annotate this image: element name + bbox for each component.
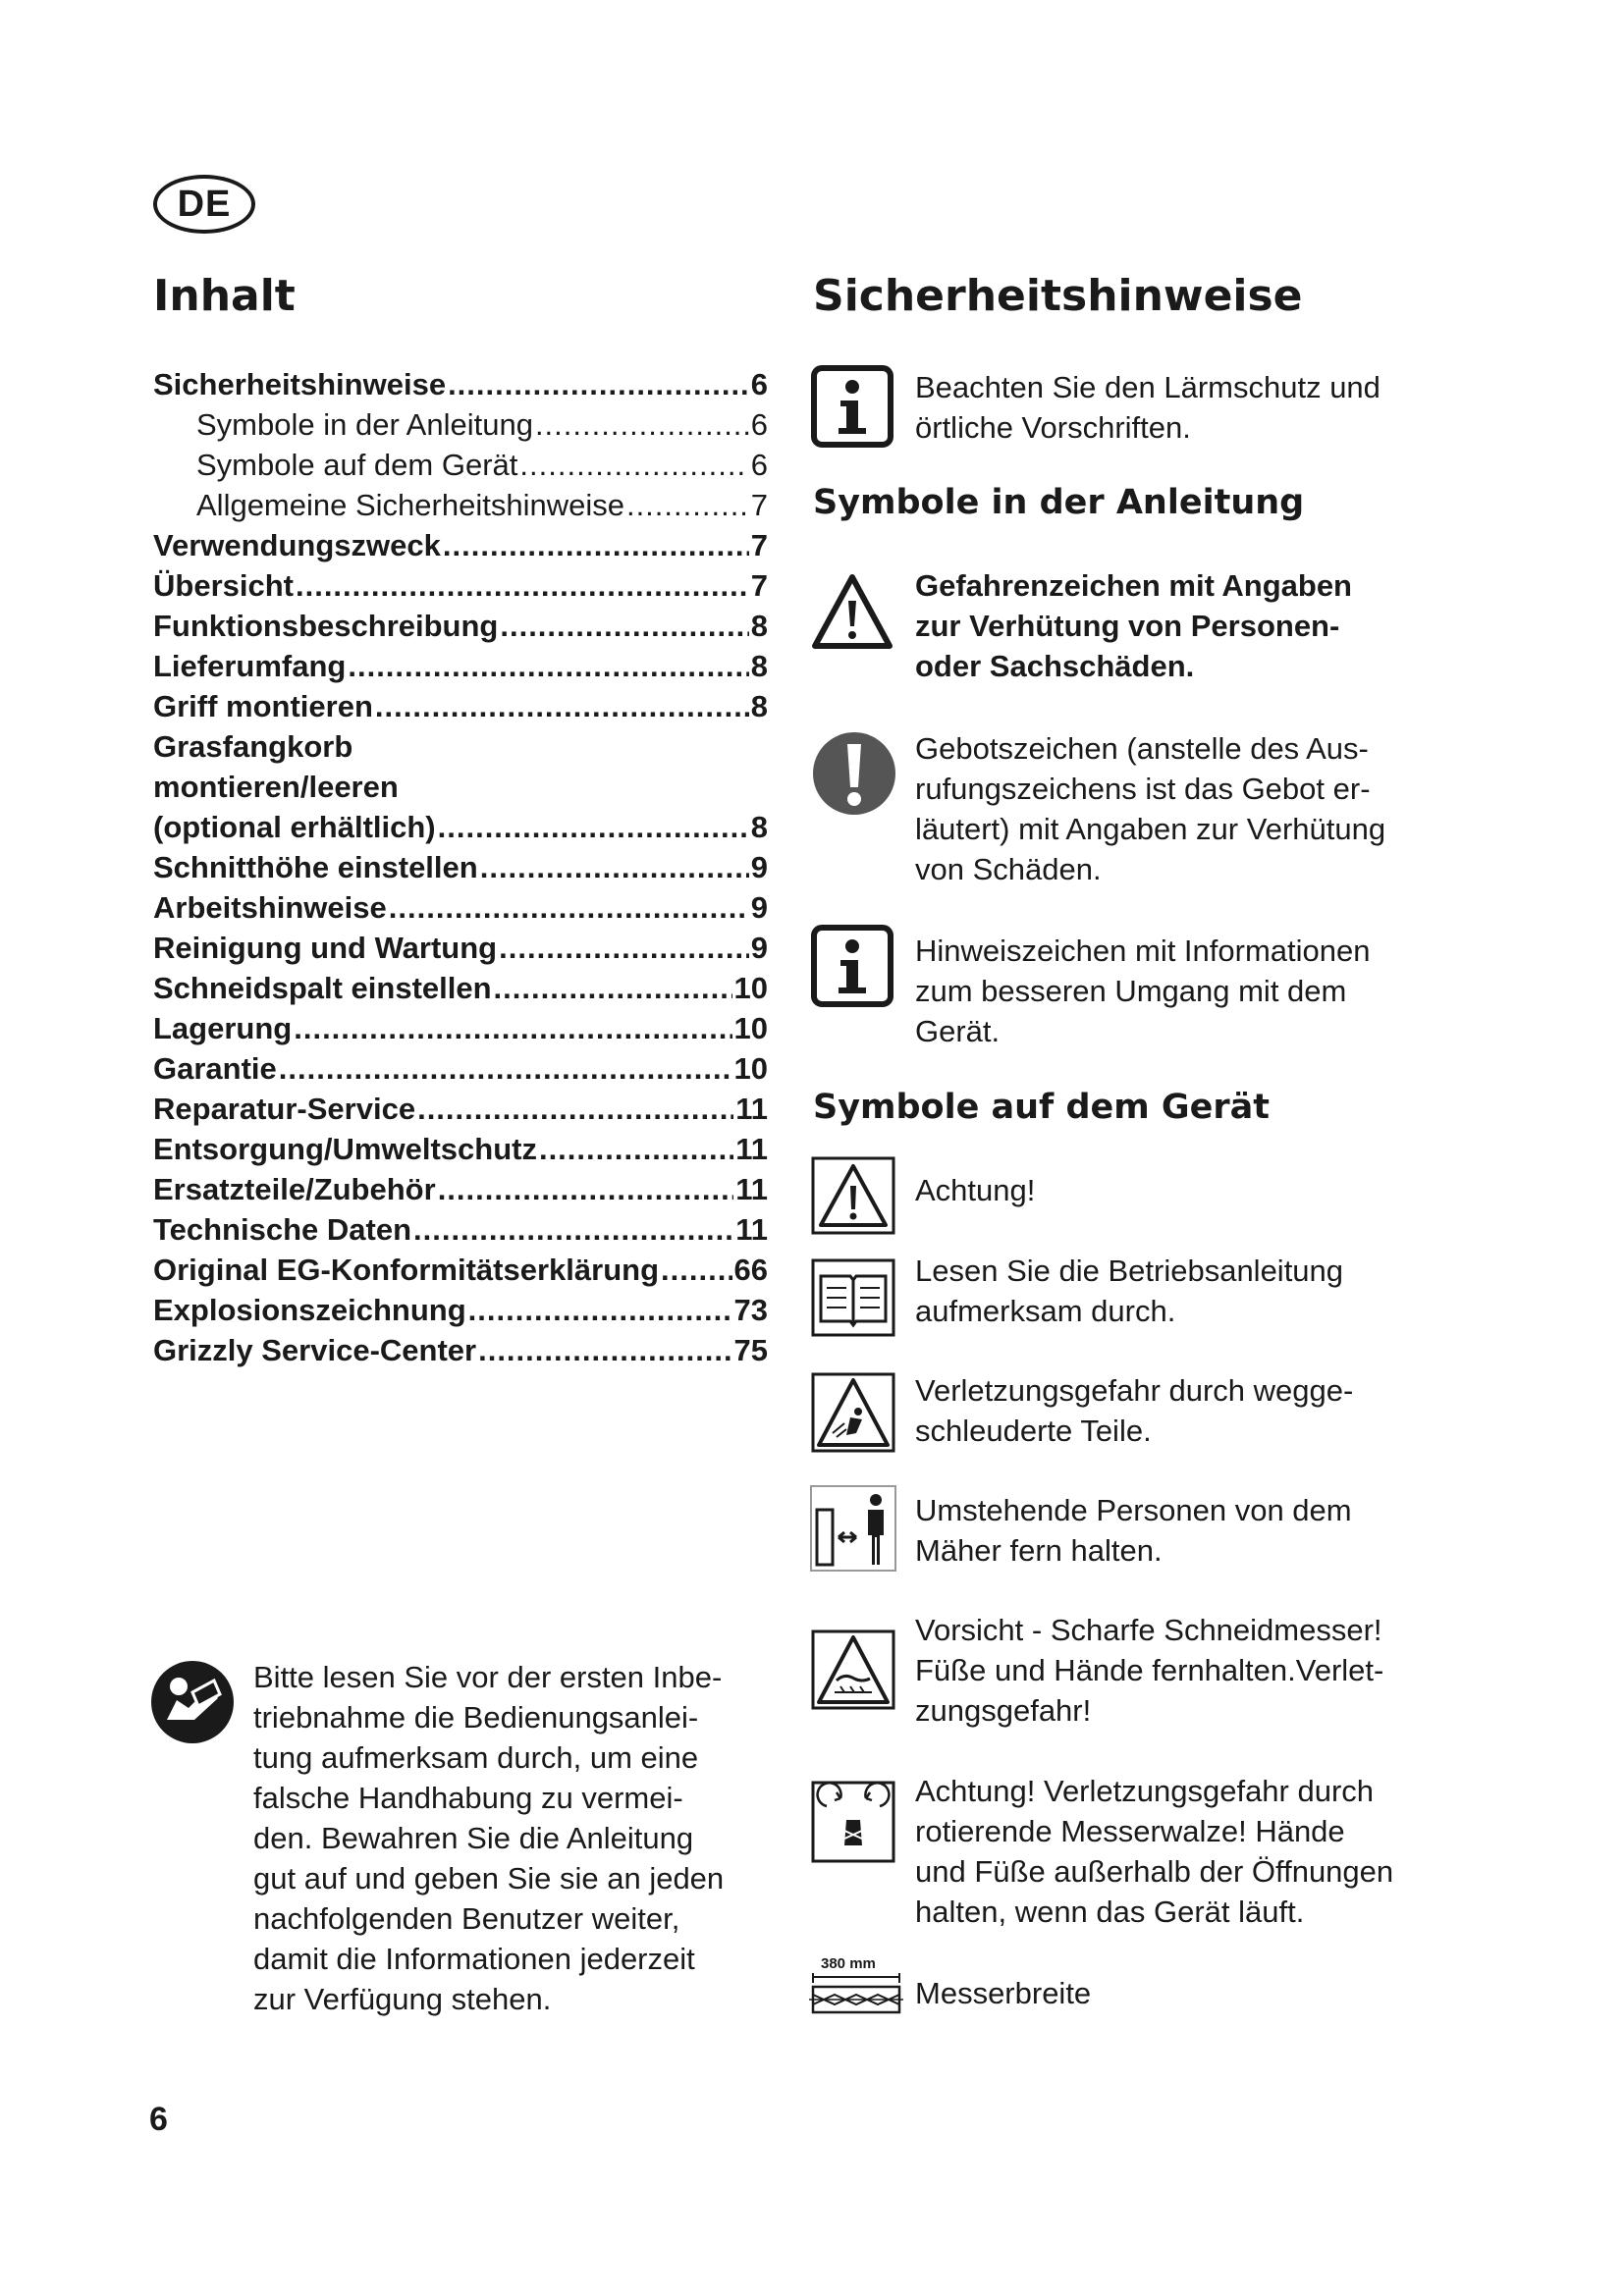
toc-entry-sicherheitshinweise[interactable]: Sicherheitshinweise ..... 6 xyxy=(153,364,768,404)
toc-entry-allgemeine-sicherheitshinweise[interactable]: Allgemeine Sicherheitshinweise ..... 7 xyxy=(153,485,768,525)
safety-heading: Sicherheitshinweise xyxy=(813,271,1303,321)
toc-entry-funktionsbeschreibung[interactable]: Funktionsbeschreibung ..... 8 xyxy=(153,606,768,646)
cutting-width-icon xyxy=(807,1955,905,2024)
flying-parts-icon xyxy=(811,1372,895,1453)
manual-symbol-text-1: Gefahrenzeichen mit Angaben zur Verhütung von Personen- oder Sachschäden. xyxy=(915,568,1352,683)
page-number: 6 xyxy=(149,2101,168,2138)
read-manual-person-icon xyxy=(149,1659,236,1745)
toc-entry-grasfangkorb-line2[interactable]: montieren/leeren xyxy=(153,770,399,804)
toc-entry-arbeitshinweise[interactable]: Arbeitshinweise ..... 9 xyxy=(153,887,768,928)
rotating-cylinder-icon xyxy=(811,1781,895,1863)
warning-triangle-icon xyxy=(811,573,893,650)
device-symbol-text-1: Achtung! xyxy=(915,1173,1036,1207)
toc-entry-griff-montieren[interactable]: Griff montieren ..... 8 xyxy=(153,686,768,726)
sharp-blades-icon xyxy=(811,1629,895,1710)
table-of-contents xyxy=(153,364,768,1370)
info-icon xyxy=(811,365,893,448)
toc-entry-schneidspalt[interactable]: Schneidspalt einstellen ..... 10 xyxy=(153,968,768,1008)
toc-entry-konformitaet[interactable]: Original EG-Konformitätserklärung ..... 66 xyxy=(153,1250,768,1290)
toc-entry-symbole-anleitung[interactable]: Symbole in der Anleitung ..... 6 xyxy=(153,404,768,445)
intro-text: Beachten Sie den Lärmschutz und örtliche Vorschriften. xyxy=(915,370,1380,445)
keep-distance-icon xyxy=(809,1484,897,1573)
toc-entry-reinigung[interactable]: Reinigung und Wartung ..... 9 xyxy=(153,928,768,968)
manual-symbols-heading: Symbole in der Anleitung xyxy=(813,483,1305,522)
device-symbols-heading: Symbole auf dem Gerät xyxy=(813,1088,1270,1127)
toc-entry-lieferumfang[interactable]: Lieferumfang ..... 8 xyxy=(153,646,768,686)
toc-entry-lagerung[interactable]: Lagerung ..... 10 xyxy=(153,1008,768,1048)
device-symbol-text-6: Achtung! Verletzungsgefahr durch rotierende Messerwalze! Hände und Füße außerhalb der Öffnungen halten, wenn das Gerät läuft. xyxy=(915,1774,1394,1929)
language-badge: DE xyxy=(153,175,255,234)
toc-entry-explosionszeichnung[interactable]: Explosionszeichnung ..... 73 xyxy=(153,1290,768,1330)
mandatory-exclamation-icon xyxy=(811,730,897,817)
device-symbol-text-2: Lesen Sie die Betriebsanleitung aufmerksam durch. xyxy=(915,1254,1344,1328)
device-symbol-text-7: Messerbreite xyxy=(915,1976,1092,2010)
toc-entry-technische-daten[interactable]: Technische Daten ..... 11 xyxy=(153,1209,768,1250)
toc-entry-grasfangkorb[interactable]: Grasfangkorb xyxy=(153,729,353,764)
cutting-width-drawing xyxy=(807,1973,905,2020)
toc-entry-garantie[interactable]: Garantie ..... 10 xyxy=(153,1048,768,1089)
toc-heading: Inhalt xyxy=(153,271,296,321)
device-symbol-text-3: Verletzungsgefahr durch wegge- schleuderte Teile. xyxy=(915,1373,1354,1448)
device-symbol-text-5: Vorsicht - Scharfe Schneidmesser! Füße und Hände fernhalten.Verlet- zungsgefahr! xyxy=(915,1613,1384,1728)
toc-entry-entsorgung[interactable]: Entsorgung/Umweltschutz ..... 11 xyxy=(153,1129,768,1169)
device-symbol-text-4: Umstehende Personen von dem Mäher fern halten. xyxy=(915,1493,1352,1568)
read-manual-icon xyxy=(811,1258,895,1337)
toc-entry-uebersicht[interactable]: Übersicht ..... 7 xyxy=(153,565,768,606)
toc-entry-reparatur[interactable]: Reparatur-Service ..... 11 xyxy=(153,1089,768,1129)
toc-entry-symbole-geraet[interactable]: Symbole auf dem Gerät ..... 6 xyxy=(153,445,768,485)
caution-sign-icon xyxy=(811,1156,895,1235)
manual-note: Bitte lesen Sie vor der ersten Inbe- triebnahme die Bedienungsanlei- tung aufmerksam durch, um eine falsche Handhabung zu vermei- den. Bewahren Sie die Anleitung gut auf und geben Sie sie an jeden nachfolgenden Benutzer weiter, damit die Informationen jederzeit zur Verfügung stehen. xyxy=(253,1660,725,2016)
toc-entry-verwendungszweck[interactable]: Verwendungszweck ..... 7 xyxy=(153,525,768,565)
manual-symbol-text-2: Gebotszeichen (anstelle des Aus- rufungszeichens ist das Gebot er- läutert) mit Angaben zur Verhütung von Schäden. xyxy=(915,731,1386,886)
toc-entry-service-center[interactable]: Grizzly Service-Center ..... 75 xyxy=(153,1330,768,1370)
info-icon-2 xyxy=(811,925,893,1007)
manual-symbol-text-3: Hinweiszeichen mit Informationen zum besseren Umgang mit dem Gerät. xyxy=(915,934,1371,1048)
toc-entry-grasfangkorb-line3[interactable]: (optional erhältlich) ..... 8 xyxy=(153,807,768,847)
toc-entry-schnitthoehe[interactable]: Schnitthöhe einstellen ..... 9 xyxy=(153,847,768,887)
cutting-width-label: 380 mm xyxy=(821,1955,876,1972)
toc-entry-ersatzteile[interactable]: Ersatzteile/Zubehör ..... 11 xyxy=(153,1169,768,1209)
